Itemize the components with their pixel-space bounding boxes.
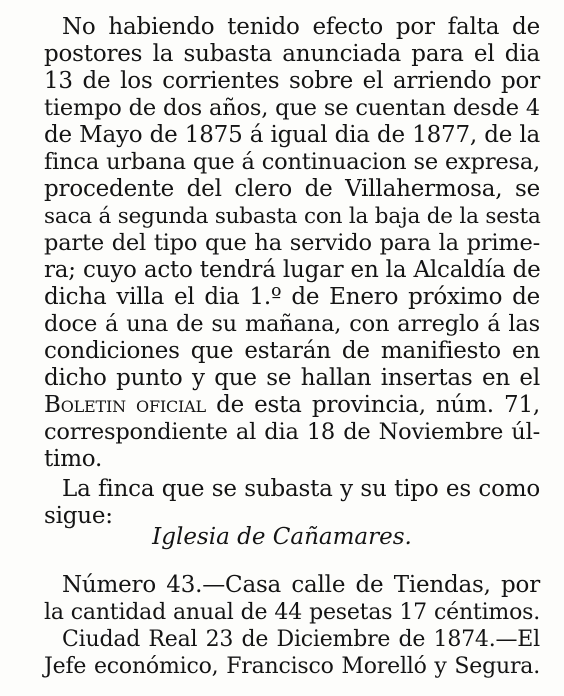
text-line: doce á una de su mañana, con arreglo á las [44, 311, 540, 337]
text-line: tiempo de dos años, que se cuentan desde 4 [44, 95, 540, 121]
text-line: La finca que se subasta y su tipo es como [62, 476, 540, 502]
text-line: Ciudad Real 23 de Diciembre de 1874.—El [62, 627, 540, 652]
text-line: dicho punto y que se hallan insertas en el [44, 365, 540, 391]
text-line [44, 392, 540, 419]
auction-notice-paragraph [44, 14, 540, 473]
property-heading: Iglesia de Cañamares. [152, 524, 412, 550]
text-line: ra; cuyo acto tendrá lugar en la Alcaldía de [44, 257, 541, 283]
text-line: la cantidad anual de 44 pesetas 17 céntimos. [44, 600, 540, 625]
text-line: postores la subasta anunciada para el dia [44, 41, 540, 67]
property-detail-paragraph [44, 572, 540, 626]
text-line: sigue: [44, 503, 113, 529]
text-line: finca urbana que á continuacion se expresa, [44, 149, 540, 175]
text-line: 13 de los corrientes sobre el arriendo por [44, 68, 540, 94]
text-line: No habiendo tenido efecto por falta de [62, 14, 540, 40]
text-line: correspondiente al dia 18 de Noviembre úl- [44, 419, 540, 445]
text-line: dicha villa el dia 1.º de Enero próximo de [44, 284, 540, 310]
text-line: condiciones que estarán de manifiesto en [44, 338, 540, 364]
text-line: timo. [44, 446, 103, 472]
text-fragment: de esta provincia, núm. 71, [205, 392, 540, 418]
boletin-oficial-reference: Boletin oficial [44, 392, 206, 418]
text-line: Jefe económico, Francisco Morelló y Segura. [44, 654, 540, 679]
signature-paragraph [44, 626, 540, 680]
text-line: Número 43.—Casa calle de Tiendas, por [62, 572, 540, 598]
text-line: parte del tipo que ha servido para la prime- [44, 230, 540, 256]
text-line: de Mayo de 1875 á igual dia de 1877, de la [44, 122, 540, 148]
property-intro-paragraph [44, 476, 540, 530]
text-line: procedente del clero de Villahermosa, se [44, 176, 540, 202]
text-line: saca á segunda subasta con la baja de la sesta [44, 204, 541, 229]
